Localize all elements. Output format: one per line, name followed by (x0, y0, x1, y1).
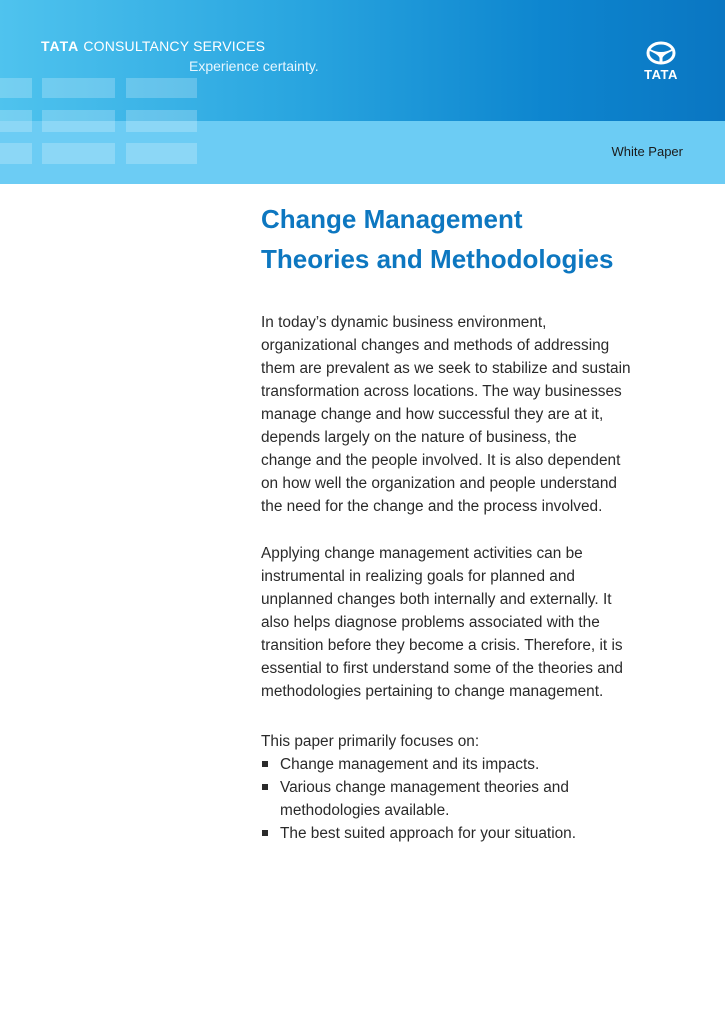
title-line: Theories and Methodologies (261, 244, 614, 274)
tagline: Experience certainty. (189, 58, 319, 74)
logo-text: TATA (644, 67, 678, 82)
text-line: transformation across locations. The way businesses (261, 383, 622, 400)
decor-tile (42, 143, 115, 164)
text-line: also helps diagnose problems associated with the (261, 614, 600, 631)
bullet-square-icon (262, 761, 268, 767)
list-item-text: Various change management theories and (280, 779, 569, 796)
tata-logo-icon (637, 41, 685, 83)
focus-intro (261, 730, 661, 753)
brand-name: TATA (41, 38, 80, 54)
decor-tile (0, 110, 32, 132)
text-line: transition before they become a crisis. Therefore, it is (261, 637, 623, 654)
decor-tile (42, 110, 115, 132)
bullet-square-icon (262, 830, 268, 836)
decor-tile (126, 78, 197, 98)
title-line: Change Management (261, 204, 523, 234)
text-line: change and the people involved. It is also dependent (261, 452, 621, 469)
bullet-square-icon (262, 784, 268, 790)
doc-type-label: White Paper (611, 144, 683, 159)
text-line: depends largely on the nature of business, the (261, 429, 577, 446)
decor-tile (126, 143, 197, 164)
text-line: In today’s dynamic business environment, (261, 314, 547, 331)
list-item-text: methodologies available. (280, 802, 450, 819)
text-line: Applying change management activities can be (261, 545, 583, 562)
text-line: unplanned changes both internally and externally. It (261, 591, 612, 608)
text-line: methodologies pertaining to change management. (261, 683, 604, 700)
list-item (261, 822, 576, 845)
text-line: essential to first understand some of the theories and (261, 660, 623, 677)
decor-tile (126, 110, 197, 132)
text-line: the need for the change and the process involved. (261, 498, 603, 515)
list-item-text: Change management and its impacts. (280, 756, 540, 773)
text-line: organizational changes and methods of addressing (261, 337, 610, 354)
page-title (261, 199, 681, 279)
text-line: manage change and how successful they are at it, (261, 406, 604, 423)
decor-tile (0, 143, 32, 164)
applying-paragraph (261, 542, 661, 703)
decor-tile (0, 78, 32, 98)
list-item (261, 776, 576, 822)
brand-rest: CONSULTANCY SERVICES (83, 38, 266, 54)
text-line: on how well the organization and people understand (261, 475, 617, 492)
list-item (261, 753, 576, 776)
intro-paragraph (261, 311, 661, 518)
list-item-text: The best suited approach for your situation. (280, 825, 577, 842)
company-name (41, 38, 265, 54)
decor-tile (42, 78, 115, 98)
header-banner (0, 0, 725, 121)
text-line: them are prevalent as we seek to stabilize and sustain (261, 360, 631, 377)
focus-list (261, 753, 576, 845)
text-line: This paper primarily focuses on: (261, 733, 480, 750)
text-line: instrumental in realizing goals for planned and (261, 568, 575, 585)
